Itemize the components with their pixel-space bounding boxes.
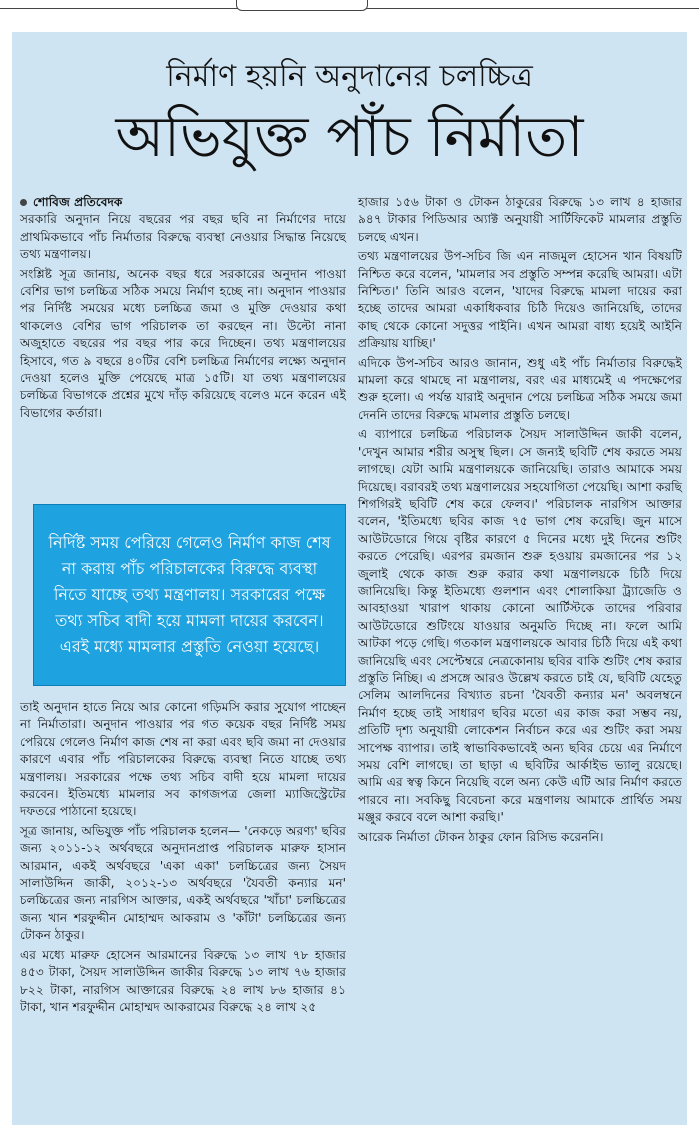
paragraph: হাজার ১৫৬ টাকা ও টোকন ঠাকুরের বিরুদ্ধে ১৩ লাখ ৪ হাজার ৯৪৭ টাকার পিডিআর অ্যাক্ট অনুযায়ী সার্টিফিকেট মামলার প্রস্তুতি চলছে এখন। <box>358 195 682 244</box>
paragraph: তাই অনুদান হাতে নিয়ে আর কোনো গড়িমসি করার সুযোগ পাচ্ছেন না নির্মাতারা। অনুদান পাওয়ার পর গত কয়েক বছর নির্দিষ্ট সময় পেরিয়ে গেলেও নির্মাণ কাজ শেষ না করা এবং ছবি জমা না দেওয়ার কারণে এবার পাঁচ পরিচালকের বিরুদ্ধে ব্যবস্থা নিতে যাচ্ছে তথ্য মন্ত্রণালয়। সরকারের পক্ষে তথ্য সচিব বাদী হয়ে মামলা দায়ের করবেন। ইতিমধ্যে মামলার সব কাগজপত্র জেলা ম্যাজিস্ট্রেটের দফতরে পাঠানো হয়েছে। <box>20 700 346 819</box>
paragraph: সংশ্লিষ্ট সূত্র জানায়, অনেক বছর ধরে সরকারের অনুদান পাওয়া বেশির ভাগ চলচ্চিত্র সঠিক সময়ে নির্মাণ হচ্ছে না। অনুদান পাওয়ার পর নির্দিষ্ট সময়ের মধ্যে চলচ্চিত্র জমা ও মুক্তি দেওয়ার কথা থাকলেও বেশির ভাগ পরিচালক তা করছেন না। উল্টো নানা অজুহাতে বছরের পর বছর পার করে দিচ্ছেন। তথ্য মন্ত্রণালয়ের হিসাবে, গত ৯ বছরে ৪০টির বেশি চলচ্চিত্র নির্মাণের লক্ষ্যে অনুদান দেওয়া হলেও মুক্তি পেয়েছে মাত্র ১৫টি। যা তথ্য মন্ত্রণালয়ের চলচ্চিত্র বিভাগকে প্রশ্নের মুখে দাঁড় করিয়েছে বলেও মনে করেন এই বিভাগের কর্তারা। <box>20 266 346 420</box>
article-column-2 <box>358 194 682 848</box>
bullet-icon <box>20 199 27 206</box>
paragraph: সূত্র জানায়, অভিযুক্ত পাঁচ পরিচালক হলেন— 'নেকড়ে অরণ্য' ছবির জন্য ২০১১-১২ অর্থবছরে অনুদানপ্রাপ্ত পরিচালক মারুফ হাসান আরমান, একই অর্থবছরে 'একা একা' চলচ্চিত্রের জন্য সৈয়দ সালাউদ্দিন জাকী, ২০১২-১৩ অর্থবছরে 'যৈবতী কন্যার মন' চলচ্চিত্রের জন্য নারগিস আক্তার, একই অর্থবছরে 'খাঁচা' চলচ্চিত্রের জন্য খান শরফুদ্দীন মোহাম্মদ আকরাম ও 'কাঁটা' চলচ্চিত্রের জন্য টোকন ঠাকুর। <box>20 823 346 943</box>
paragraph: এর মধ্যে মারুফ হোসেন আরমানের বিরুদ্ধে ১৩ লাখ ৭৮ হাজার ৪৫৩ টাকা, সৈয়দ সালাউদ্দিন জাকীর বিরুদ্ধে ১৩ লাখ ৭৬ হাজার ৮২২ টাকা, নারগিস আক্তারের বিরুদ্ধে ২৪ লাখ ৮৬ হাজার ৪১ টাকা, খান শরফুদ্দীন মোহাম্মদ আকরামের বিরুদ্ধে ২৪ লাখ ২৫ <box>20 947 346 1014</box>
pull-quote-text: নির্দিষ্ট সময় পেরিয়ে গেলেও নির্মাণ কাজ শেষ না করায় পাঁচ পরিচালকের বিরুদ্ধে ব্যবস্থা নিতে যাচ্ছে তথ্য মন্ত্রণালয়। সরকারের পক্ষে তথ্য সচিব বাদী হয়ে মামলা দায়ের করবেন। এরই মধ্যে মামলার প্রস্তুতি নেওয়া হয়েছে। <box>48 533 331 656</box>
paragraph: সরকারি অনুদান নিয়ে বছরের পর বছর ছবি না নির্মাণের দায়ে প্রাথমিকভাবে পাঁচ নির্মাতার বিরুদ্ধে ব্যবস্থা নেওয়ার সিদ্ধান্ত নিয়েছে তথ্য মন্ত্রণালয়। <box>20 212 346 262</box>
byline-text: শোবিজ প্রতিবেদক <box>33 195 123 209</box>
paragraph: এ ব্যাপারে চলচ্চিত্র পরিচালক সৈয়দ সালাউদ্দিন জাকী বলেন, 'দেখুন আমার শরীর অসুস্থ ছিল। সে জন্যই ছবিটি শেষ করতে সময় লাগছে। যেটা আমি মন্ত্রণালয়কে জানিয়েছি। তারাও আমাকে সময় দিয়েছে। বরাবরই তথ্য মন্ত্রণালয়ের সহযোগিতা পেয়েছি। আশা করছি শিগগিরই ছবিটি শেষ করে ফেলব।' পরিচালক নারগিস আক্তার বলেন, 'ইতিমধ্যে ছবির কাজ ৭৫ ভাগ শেষ করেছি। জুন মাসে আউটডোরে গিয়ে বৃষ্টির কারণে ৫ দিনের মধ্যে দুই দিনের শুটিং করতে পেরেছি। এরপর রমজান শুরু হওয়ায় রমজানের পর ১২ জুলাই থেকে কাজ শুরু করার কথা মন্ত্রণালয়কে চিঠি দিয়ে জানিয়েছি। কিন্তু ইতিমধ্যে গুলশান এবং শোলাকিয়া ট্র্যাজেডি ও আবহাওয়া খারাপ থাকায় কোনো আর্টিস্টকে তাদের পরিবার আউটডোরে শুটিংয়ে যাওয়ার অনুমতি দিচ্ছে না। ফলে আমি আটকা পড়ে গেছি। গতকাল মন্ত্রণালয়কে আবার চিঠি দিয়ে এই কথা জানিয়েছি এবং সেপ্টেম্বরে নেত্রকোনায় ছবির বাকি শুটিং শেষ করার প্রস্তুতি নিচ্ছি। এ প্রসঙ্গে আরও উল্লেখ করতে চাই যে, ছবিটি যেহেতু সেলিম আলদিনের বিখ্যাত রচনা 'যৈবতী কন্যার মন' অবলম্বনে নির্মাণ হচ্ছে তাই সাধারণ ছবির মতো এর কাজ করা সম্ভব নয়, প্রতিটি দৃশ্য অনুযায়ী লোকেশন নির্বাচন করে এর শুটিং করা সময় সাপেক্ষ ব্যাপার। তাই স্বাভাবিকভাবেই অন্য ছবির চেয়ে এর নির্মাণে সময় বেশি লাগছে। তা ছাড়া এ ছবিটির আর্কাইভ ভ্যালু রয়েছে। আমি এর স্বত্ব কিনে নিয়েছি বলে অন্য কেউ এটি আর নির্মাণ করতে পারবে না। সবকিছু বিবেচনা করে মন্ত্রণালয় আমাকে প্রার্থিত সময় মঞ্জুর করবে বলে আশা করছি।' <box>358 427 682 825</box>
headline-kicker: নির্মাণ হয়নি অনুদানের চলচ্চিত্র <box>166 59 533 94</box>
article-panel <box>12 32 687 1125</box>
section-tab <box>236 0 368 11</box>
byline <box>20 194 346 211</box>
paragraph: এদিকে উপ-সচিব আরও জানান, শুধু এই পাঁচ নির্মাতার বিরুদ্ধেই মামলা করে থামছে না মন্ত্রণালয়, বরং এর মাধ্যমেই এ পদক্ষেপের শুরু হলো। এ পর্যন্ত যারাই অনুদান পেয়ে চলচ্চিত্র সঠিক সময়ে জমা দেননি তাদের বিরুদ্ধে মামলার প্রস্তুতি চলছে। <box>358 355 682 422</box>
paragraph: আরেক নির্মাতা টোকন ঠাকুর ফোন রিসিভ করেননি। <box>358 829 604 844</box>
pull-quote <box>33 504 346 686</box>
article-column-1-continued <box>20 699 346 1018</box>
article-column-1 <box>20 194 346 424</box>
headline-main: অভিযুক্ত পাঁচ নির্মাতা <box>115 105 584 170</box>
page-top-strip <box>0 0 699 30</box>
paragraph: তথ্য মন্ত্রণালয়ের উপ-সচিব জি এন নাজমুল হোসেন খান বিষয়টি নিশ্চিত করে বলেন, 'মামলার সব প্রস্তুতি সম্পন্ন করেছি আমরা। এটা নিশ্চিত।' তিনি আরও বলেন, 'যাদের বিরুদ্ধে মামলা দায়ের করা হচ্ছে তাদের আমরা একাধিকবার চিঠি দিয়েও জানিয়েছি, তাদের কাছ থেকে কোনো সদুত্তর পাইনি। এখন আমরা বাধ্য হয়েই আইনি প্রক্রিয়ায় যাচ্ছি।' <box>358 249 682 351</box>
